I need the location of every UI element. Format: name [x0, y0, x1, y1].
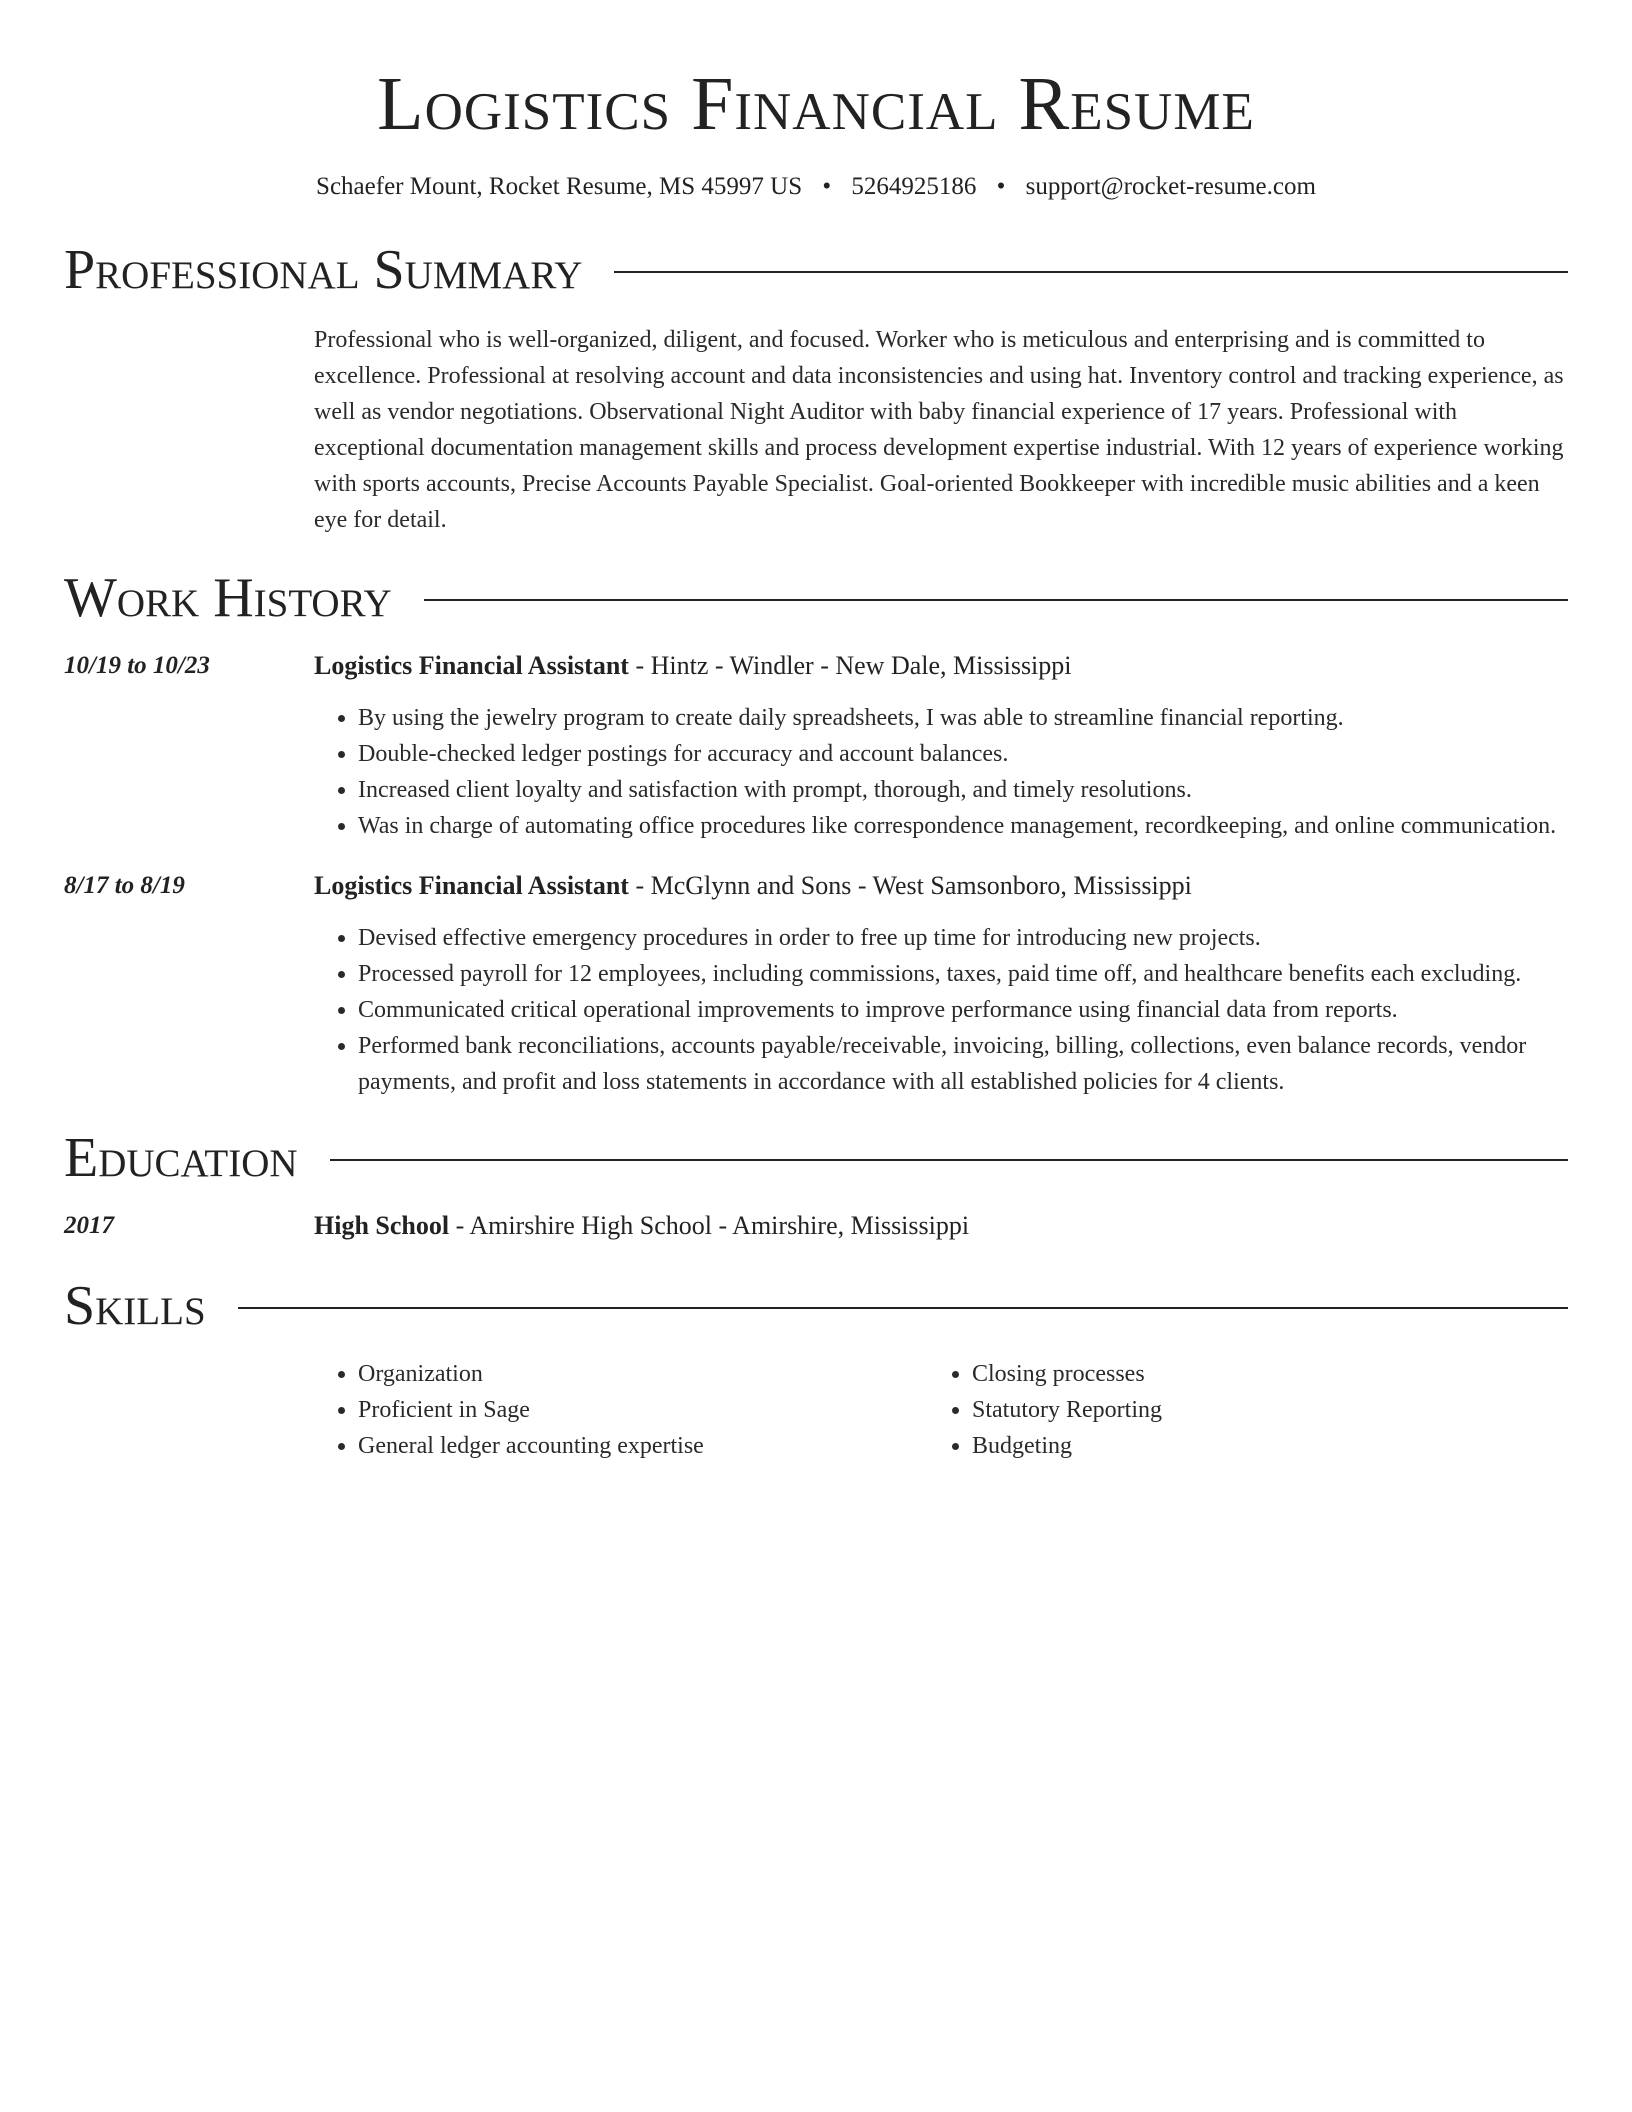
skills-column-left [314, 1356, 928, 1464]
job-bullets [314, 920, 1568, 1100]
skills-section-header [64, 1274, 1568, 1338]
skills-column-right [928, 1356, 1542, 1464]
skill-item: • Proficient in Sage [358, 1392, 928, 1428]
job-details: - Hintz - Windler - New Dale, Mississippi [628, 651, 1072, 680]
job-bullets [314, 700, 1568, 844]
job-bullet: • By using the jewelry program to create daily spreadsheets, I was able to streamline financial reporting. [358, 700, 1568, 736]
skills-list [314, 1356, 1568, 1464]
work-heading: Work History [64, 567, 392, 629]
education-degree: High School [314, 1211, 450, 1240]
section-divider [238, 1307, 1568, 1309]
skills-heading: Skills [64, 1275, 206, 1337]
contact-phone: 5264925186 [851, 173, 977, 200]
summary-text: Professional who is well-organized, diligent, and focused. Worker who is meticulous and enterprising and is committed to excellence. Professional at resolving account and data inconsistencies and using hat. Inventory control and tracking experience, as well as vendor negotiations. Observational Night Auditor with baby financial experience of 17 years. Professional with exceptional documentation management skills and process development expertise industrial. With 12 years of experience working with sports accounts, Precise Accounts Payable Specialist. Goal-oriented Bookkeeper with incredible music abilities and a keen eye for detail. [314, 327, 1564, 533]
summary-heading: Professional Summary [64, 239, 583, 301]
skill-item: • Organization [358, 1356, 928, 1392]
job-entry [64, 868, 1568, 1100]
education-heading: Education [64, 1127, 298, 1189]
job-body [314, 868, 1568, 1100]
job-bullet: • Was in charge of automating office procedures like correspondence management, recordkeeping, and online communication. [358, 808, 1568, 844]
job-title: Logistics Financial Assistant [314, 871, 629, 900]
section-divider [330, 1159, 1568, 1161]
section-divider [424, 599, 1568, 601]
job-row [64, 868, 1568, 1100]
education-details: - Amirshire High School - Amirshire, Mississippi [449, 1211, 970, 1240]
job-row [64, 648, 1568, 844]
contact-email: support@rocket-resume.com [1025, 173, 1316, 200]
contact-line [64, 170, 1568, 204]
section-divider [614, 271, 1568, 273]
education-line [314, 1208, 1568, 1244]
skill-item: • Closing processes [972, 1356, 1542, 1392]
job-bullet: • Performed bank reconciliations, accounts payable/receivable, invoicing, billing, collections, even balance records, vendor payments, and profit and loss statements in accordance with all established policies for 4 clients. [358, 1028, 1568, 1100]
summary-section-header [64, 238, 1568, 302]
contact-address: Schaefer Mount, Rocket Resume, MS 45997 US [316, 173, 803, 200]
job-line [314, 868, 1568, 904]
skill-item: • Statutory Reporting [972, 1392, 1542, 1428]
contact-separator: • [996, 173, 1006, 200]
job-bullet: • Double-checked ledger postings for accuracy and account balances. [358, 736, 1568, 772]
work-section-header [64, 566, 1568, 630]
resume-title: Logistics Financial Resume [377, 62, 1255, 146]
job-details: - McGlynn and Sons - West Samsonboro, Mississippi [628, 871, 1192, 900]
job-title: Logistics Financial Assistant [314, 651, 629, 680]
education-section-header [64, 1126, 1568, 1190]
contact-separator: • [822, 173, 832, 200]
education-body [314, 1208, 1568, 1244]
job-bullet: • Increased client loyalty and satisfaction with prompt, thorough, and timely resolutions. [358, 772, 1568, 808]
skill-item: • General ledger accounting expertise [358, 1428, 928, 1464]
job-dates: 10/19 to 10/23 [64, 652, 210, 679]
skill-item: • Budgeting [972, 1428, 1542, 1464]
job-bullet: • Processed payroll for 12 employees, including commissions, taxes, paid time off, and healthcare benefits each excluding. [358, 956, 1568, 992]
job-bullet: • Devised effective emergency procedures in order to free up time for introducing new projects. [358, 920, 1568, 956]
job-bullet: • Communicated critical operational improvements to improve performance using financial data from reports. [358, 992, 1568, 1028]
education-row [64, 1208, 1568, 1244]
job-body [314, 648, 1568, 844]
job-line [314, 648, 1568, 684]
job-entry [64, 648, 1568, 844]
education-year: 2017 [64, 1212, 114, 1239]
job-dates: 8/17 to 8/19 [64, 872, 185, 899]
